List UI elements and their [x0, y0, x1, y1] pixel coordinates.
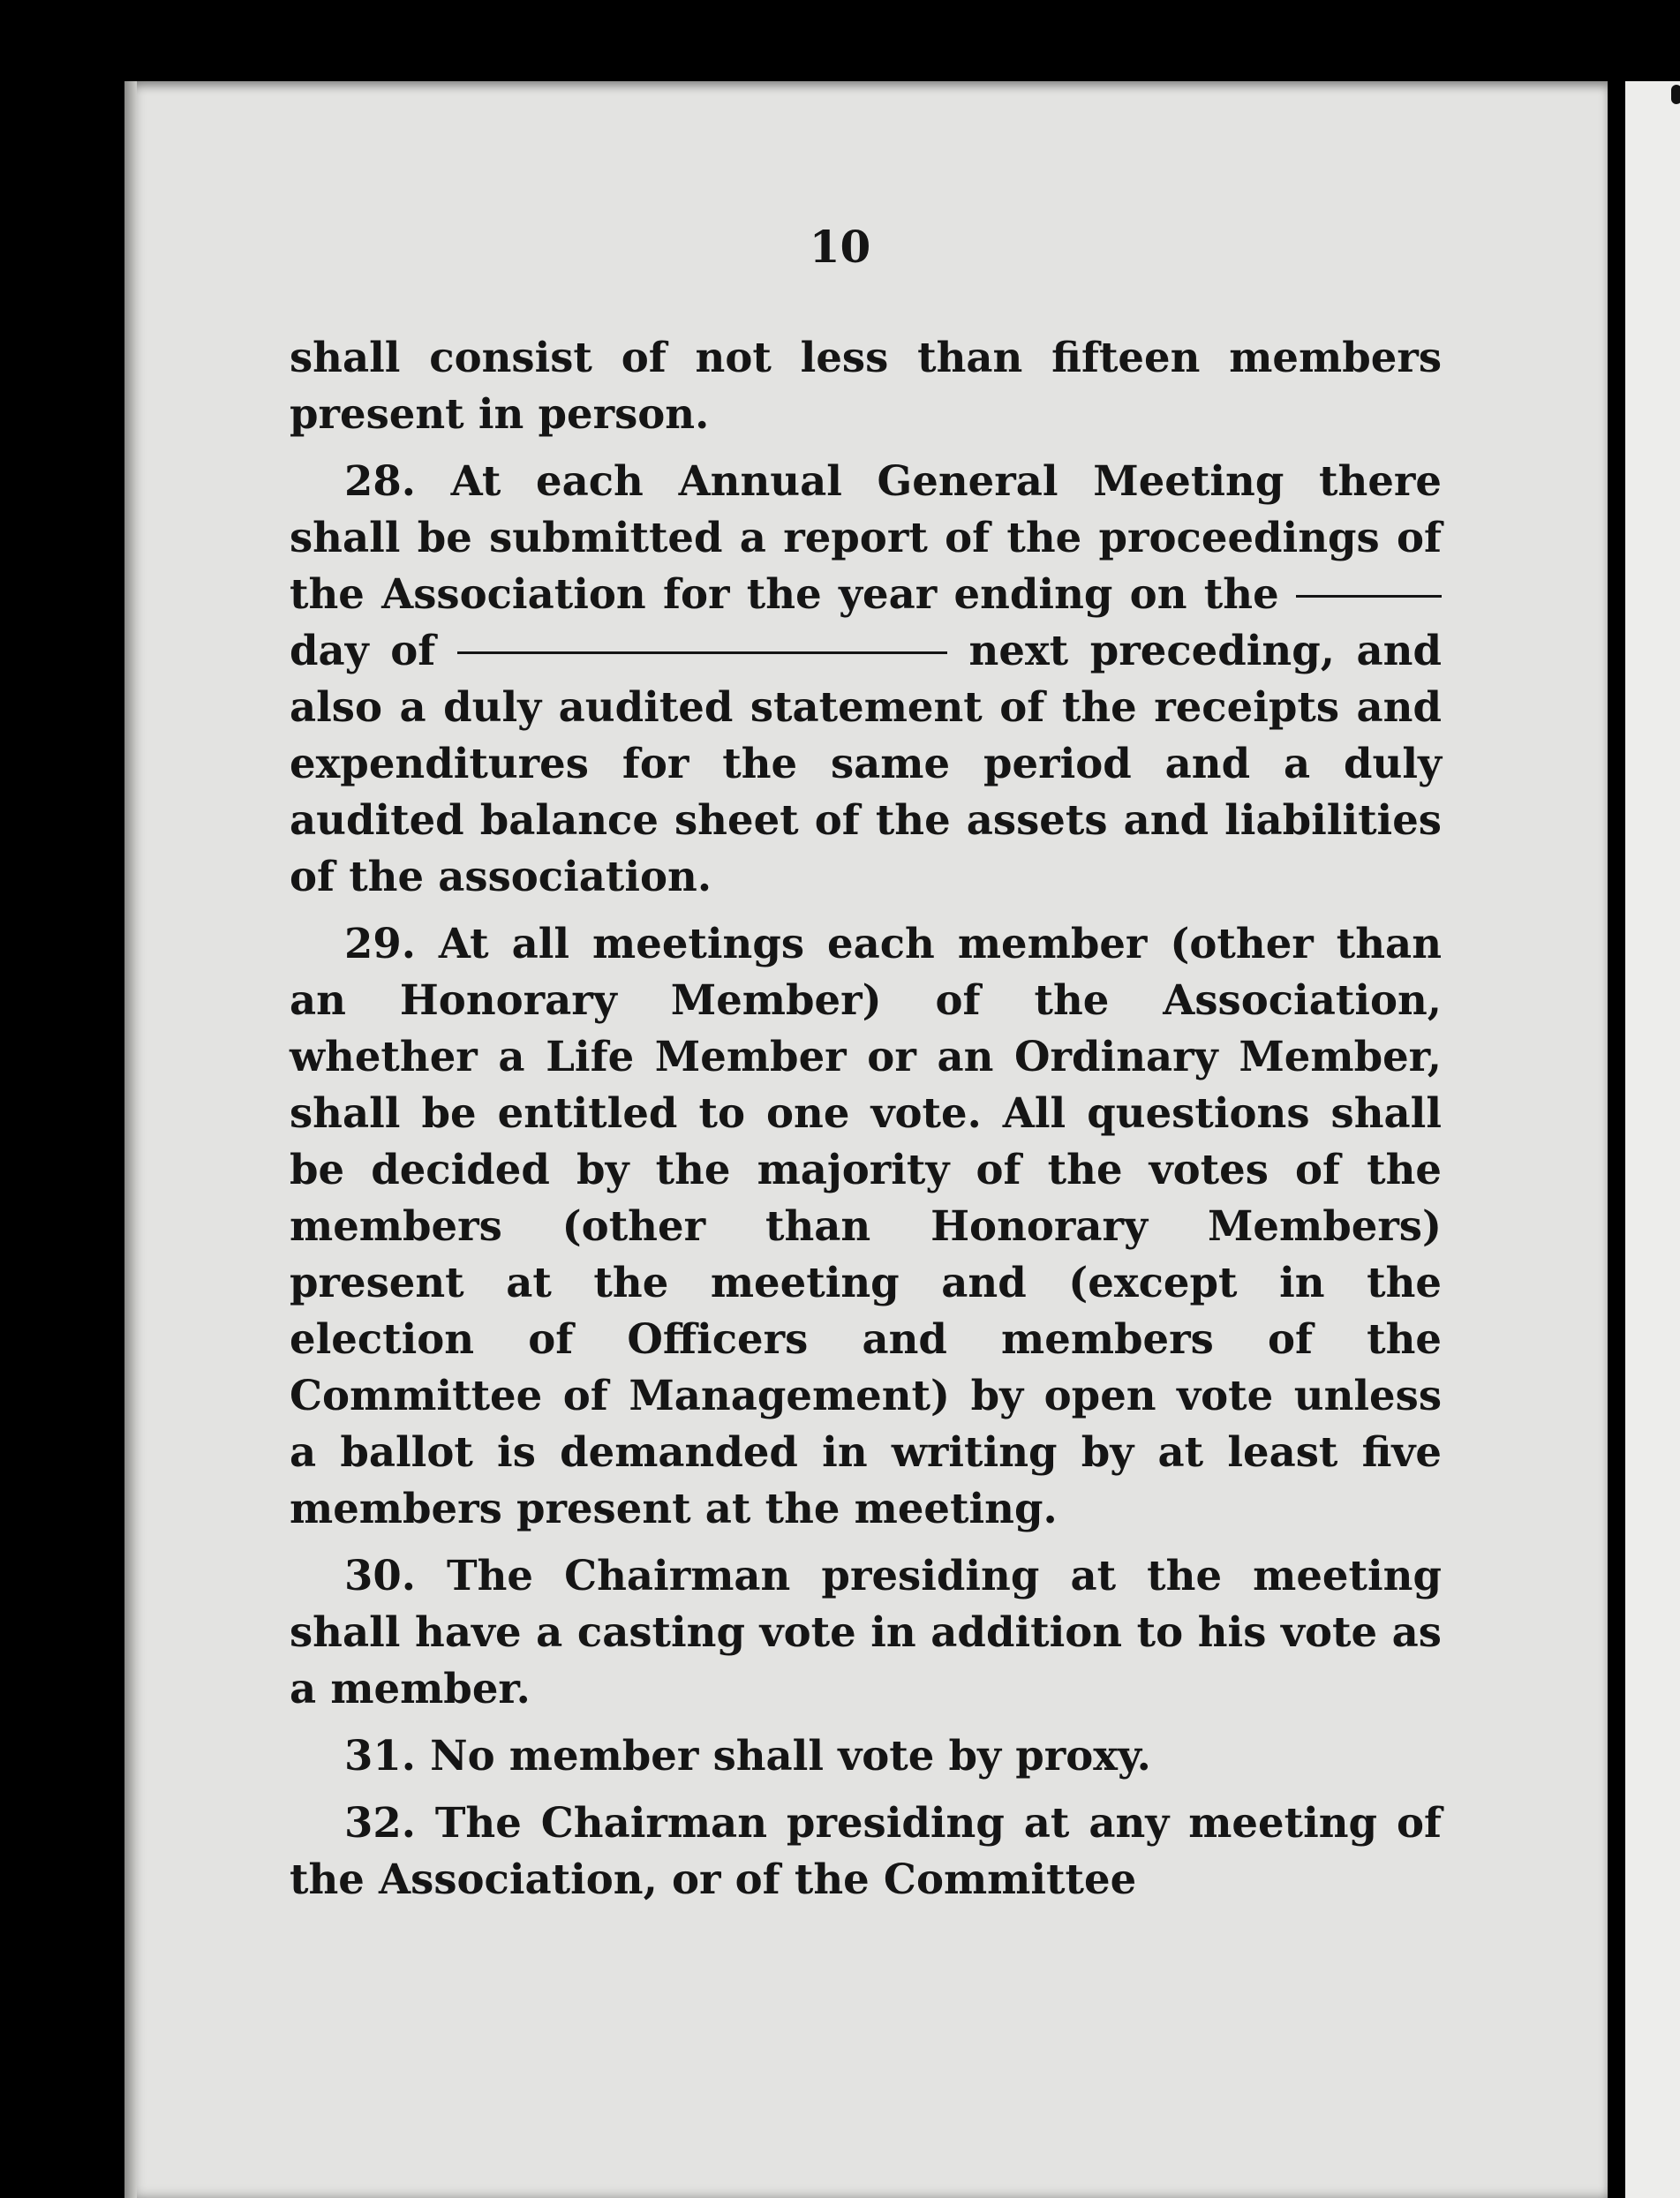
page-number: 10 [809, 221, 871, 273]
body-text [290, 329, 1442, 1918]
section-29: 29. At all meetings each member (other than an Honorary Member) of the Association, whether a Life Member or an Ordinary Member, shall be entitled to one vote. All questions shall be decided by the majority of the votes of the members (other than Honorary Members) present at the meeting and (except in the election of Officers and members of the Committee of Management) by open vote unless a ballot is demanded in writing by at least five members present at the meeting. [290, 919, 1442, 1532]
scan-mark [1671, 85, 1680, 104]
section-32: 32. The Chairman presiding at any meeting of the Association, or of the Committee [290, 1798, 1442, 1903]
section-28 [290, 453, 1442, 905]
blank-line-month [457, 651, 947, 654]
section-28-day-of: day of [290, 626, 436, 674]
section-28-rest: next preceding, and also a duly audited statement of the receipts and expenditures for the same period and a duly audited balance sheet of the assets and liabilities of the association. [290, 626, 1442, 900]
section-28-text: 28. At each Annual General Meeting there shall be submitted a report of the proceedings of the Association for the year ending on the [290, 456, 1442, 618]
section-31: 31. No member shall vote by proxy. [344, 1731, 1151, 1780]
blank-line-day [1296, 595, 1442, 598]
paragraph-continuation: shall consist of not less than fifteen members present in person. [290, 333, 1442, 438]
adjacent-page-edge [1625, 81, 1680, 2198]
page-binding-edge [124, 81, 137, 2198]
section-30: 30. The Chairman presiding at the meeting shall have a casting vote in addition to his vote as a member. [290, 1551, 1442, 1712]
page-gutter [1608, 81, 1625, 2198]
